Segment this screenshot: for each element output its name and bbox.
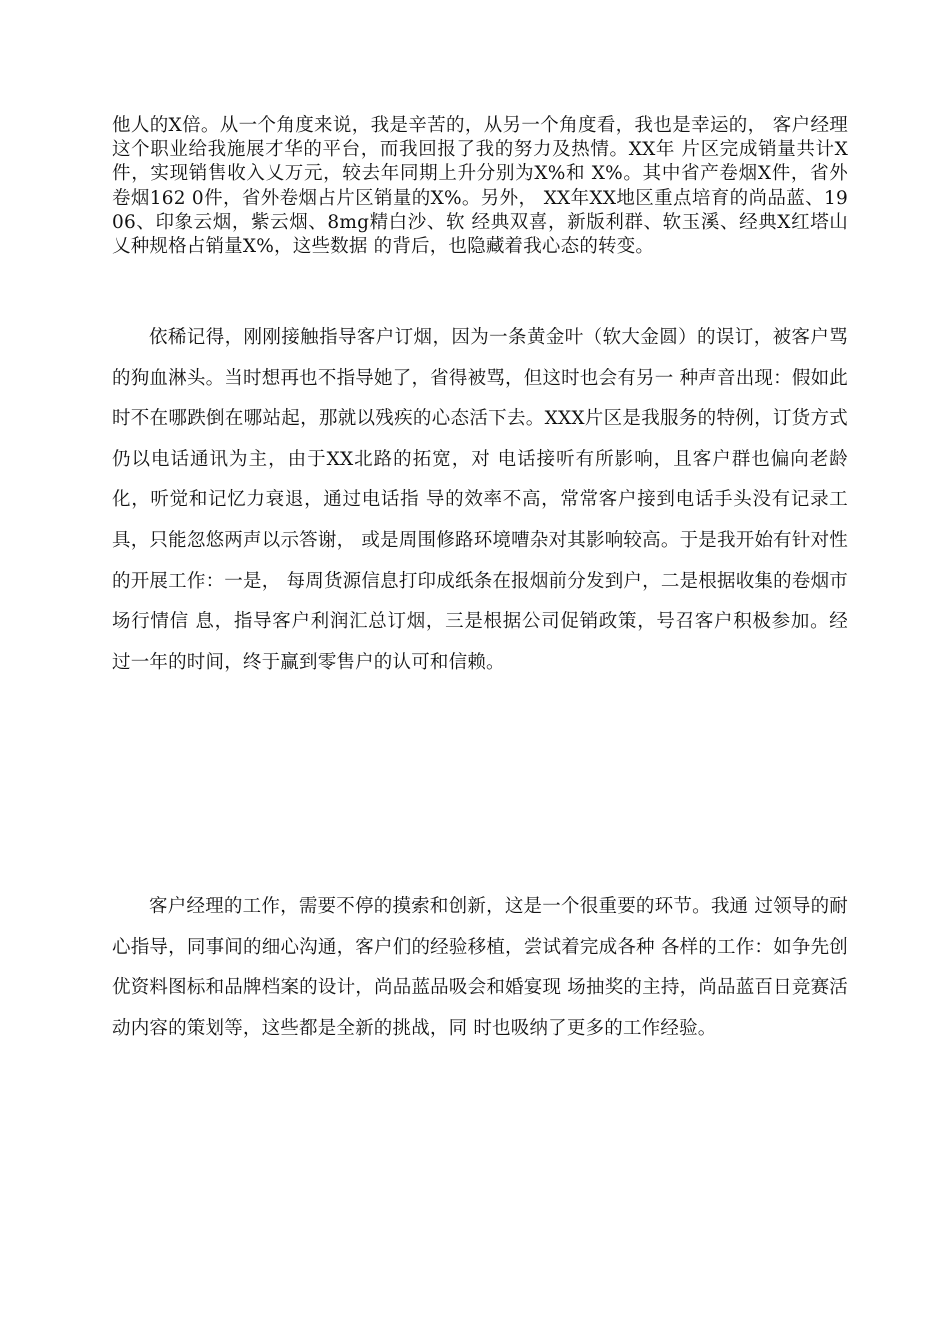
paragraph-2: 依稀记得，刚刚接触指导客户订烟，因为一条黄金叶（软大金圆）的误订，被客户骂的狗血淋头。当时想再也不指导她了，省得被骂，但这时也会有另一 种声音出现：假如此时不在哪跌倒在哪站起，那就以残疾的心态活下去。XXX片区是我服务的特例，订货方式仍以电话通讯为主，由于XX北路的拓宽，对 电话接听有所影响，且客户群也偏向老龄化，听觉和记忆力衰退，通过电话指 导的效率不高，常常客户接到电话手头没有记录工具，只能忽悠两声以示答谢， 或是周围修路环境嘈杂对其影响较高。于是我开始有针对性的开展工作：一是， 每周货源信息打印成纸条在报烟前分发到户，二是根据收集的卷烟市场行情信 息，指导客户利润汇总订烟，三是根据公司促销政策，号召客户积极参加。经 过一年的时间，终于赢到零售户的认可和信赖。 xyxy=(112,327,848,673)
paragraph-1: 他人的X倍。从一个角度来说，我是辛苦的，从另一个角度看，我也是幸运的， 客户经理这个职业给我施展才华的平台，而我回报了我的努力及热情。XX年 片区完成销量共计X件，实现销售收入乂万元，较去年同期上升分别为X%和 X%。其中省产卷烟X件，省外卷烟162 0件，省外卷烟占片区销量的X%。另外， XX年XX地区重点培育的尚品蓝、1906、印象云烟，紫云烟、8mg精白沙、软 经典双喜，新版利群、软玉溪、经典X红塔山乂种规格占销量X%，这些数据 的背后，也隐藏着我心态的转变。 xyxy=(112,115,848,258)
paragraph-3: 客户经理的工作，需要不停的摸索和创新，这是一个很重要的环节。我通 过领导的耐心指导，同事间的细心沟通，客户们的经验移植，尝试着完成各种 各样的工作：如争先创优资料图标和品牌档案的设计，尚品蓝品吸会和婚宴现 场抽奖的主持，尚品蓝百日竞赛活动内容的策划等，这些都是全新的挑战，同 时也吸纳了更多的工作经验。 xyxy=(112,896,848,1039)
